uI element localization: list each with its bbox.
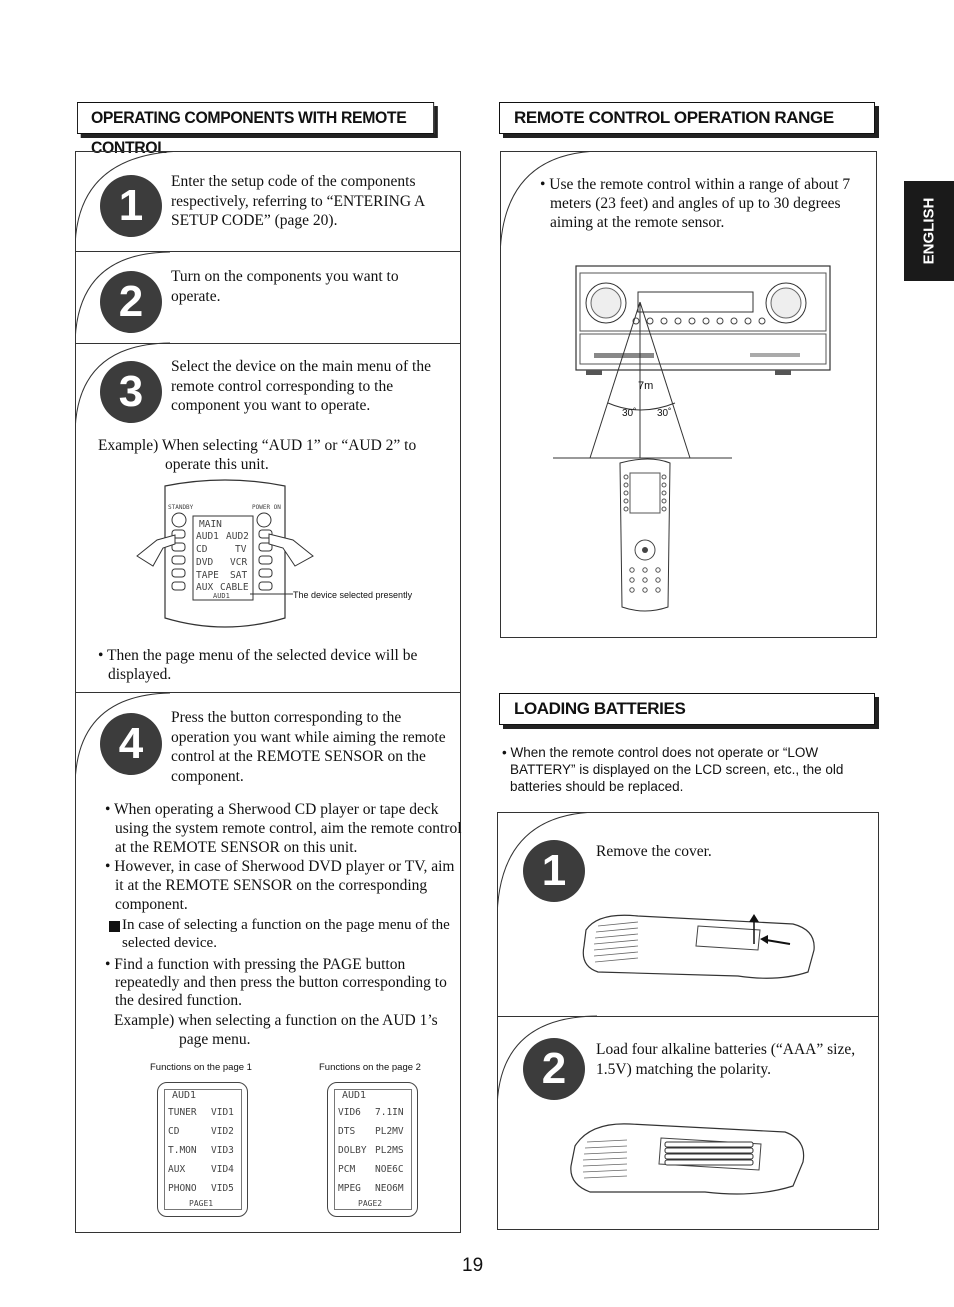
bullet-page-button: • Find a function with pressing the PAGE button repeatedly and then press the button corresponding to the desired function.: [105, 956, 447, 1009]
step-divider: [75, 692, 461, 693]
menu-item: PL2MV: [375, 1126, 404, 1137]
step-4-text: Press the button corresponding to the operation you want while aiming the remote control at the REMOTE SENSOR on the component.: [171, 709, 446, 785]
bullet-cd-tape: • When operating a Sherwood CD player or tape deck using the system remote control, aim the remote control at the REMOTE SENSOR on this unit.: [105, 801, 462, 856]
menu-item: 7.1IN: [375, 1107, 404, 1118]
page-2-title: AUD1: [342, 1090, 367, 1101]
operating-components-header: [77, 102, 434, 157]
note-page-menu-function-text: In case of selecting a function on the page menu of the selected device.: [122, 917, 450, 951]
step-4-number: 4: [100, 713, 162, 775]
battery-step-2-text: Load four alkaline batteries (“AAA” size, 1.5V) matching the polarity.: [596, 1041, 856, 1078]
range-header: [499, 102, 875, 134]
step-2-number: 2: [100, 271, 162, 333]
example-1-line-2: operate this unit.: [165, 456, 269, 473]
square-bullet-icon: [109, 921, 120, 932]
range-header-text: REMOTE CONTROL OPERATION RANGE: [514, 108, 834, 127]
battery-step-1-number: 1: [523, 840, 585, 902]
menu-item: CABLE: [220, 582, 249, 593]
step-divider: [75, 251, 461, 252]
menu-item: VCR: [230, 557, 248, 568]
angle-right-label: 30˚: [657, 408, 672, 419]
standby-label: STANDBY: [168, 504, 194, 511]
page-2-caption: Functions on the page 2: [319, 1062, 421, 1073]
page-number: 19: [462, 1255, 484, 1276]
menu-item: VID6: [338, 1107, 361, 1118]
page-1-footer: PAGE1: [189, 1199, 214, 1208]
step-3-number: 3: [100, 361, 162, 423]
menu-item: PHONO: [168, 1183, 197, 1194]
menu-item: DTS: [338, 1126, 356, 1137]
menu-item: VID2: [211, 1126, 234, 1137]
menu-item: AUX: [196, 582, 214, 593]
power-on-label: POWER ON: [252, 504, 281, 511]
operating-components-header-text: OPERATING COMPONENTS WITH REMOTE CONTROL: [90, 108, 407, 157]
step-divider: [75, 343, 461, 344]
range-distance-label: 7m: [638, 380, 654, 392]
menu-item: VID1: [211, 1107, 234, 1118]
operation-range-illustration: [550, 245, 870, 615]
battery-note: • When the remote control does not operate or “LOW BATTERY” is displayed on the LCD screen, etc., the old batteries should be replaced.: [502, 745, 844, 794]
remote-main-menu-illustration: [135, 478, 315, 638]
menu-item: VID5: [211, 1183, 234, 1194]
example-2-line-1: Example) when selecting a function on the AUD 1’s: [114, 1012, 438, 1029]
step-divider: [497, 1016, 879, 1017]
step-3-text: Select the device on the main menu of the remote control corresponding to the component you want to operate.: [171, 358, 431, 414]
page-1-caption: Functions on the page 1: [150, 1062, 252, 1073]
batteries-header: [499, 693, 875, 725]
menu-item: AUD2: [226, 531, 249, 542]
menu-item: VID4: [211, 1164, 234, 1175]
menu-item: NOE6C: [375, 1164, 404, 1175]
menu-item: CD: [196, 544, 208, 555]
menu-item: TUNER: [168, 1107, 197, 1118]
language-tab-label: ENGLISH: [920, 197, 938, 265]
main-menu-footer: AUD1: [213, 592, 230, 600]
menu-item: DOLBY: [338, 1145, 367, 1156]
page-2-footer: PAGE2: [358, 1199, 383, 1208]
menu-item: AUD1: [196, 531, 219, 542]
menu-item: T.MON: [168, 1145, 197, 1156]
language-tab: [904, 181, 954, 281]
battery-step-2-number: 2: [523, 1038, 585, 1100]
menu-item: TV: [235, 544, 247, 555]
page-1-title: AUD1: [172, 1090, 197, 1101]
bullet-dvd-tv: • However, in case of Sherwood DVD player or TV, aim it at the REMOTE SENSOR on the corresponding component.: [105, 858, 455, 913]
menu-item: MPEG: [338, 1183, 361, 1194]
step-2-text: Turn on the components you want to operate.: [171, 268, 399, 305]
step-1-text: Enter the setup code of the components respectively, referring to “ENTERING A SETUP CODE” (page 20).: [171, 173, 425, 229]
device-selected-callout: The device selected presently: [293, 590, 413, 600]
example-2-line-2: page menu.: [179, 1031, 251, 1048]
range-text: • Use the remote control within a range of about 7 meters (23 feet) and angles of up to 30 degrees aiming at the remote sensor.: [540, 176, 851, 231]
menu-item: DVD: [196, 557, 214, 568]
step-1-number: 1: [100, 175, 162, 237]
page-menu-note: • Then the page menu of the selected device will be displayed.: [98, 647, 418, 683]
menu-item: VID3: [211, 1145, 234, 1156]
battery-step-1-text: Remove the cover.: [596, 843, 712, 860]
menu-item: AUX: [168, 1164, 186, 1175]
main-menu-title: MAIN: [199, 519, 222, 530]
menu-item: NEO6M: [375, 1183, 404, 1194]
remove-cover-illustration: [578, 910, 818, 985]
example-1-line-1: Example) When selecting “AUD 1” or “AUD 2” to: [98, 437, 417, 454]
menu-item: TAPE: [196, 570, 219, 581]
load-batteries-illustration: [565, 1118, 810, 1200]
menu-item: PCM: [338, 1164, 356, 1175]
angle-left-label: 30˚: [622, 408, 637, 419]
menu-item: SAT: [230, 570, 248, 581]
menu-item: CD: [168, 1126, 180, 1137]
batteries-header-text: LOADING BATTERIES: [514, 699, 686, 718]
menu-item: PL2MS: [375, 1145, 404, 1156]
note-page-menu-function: [122, 917, 452, 952]
